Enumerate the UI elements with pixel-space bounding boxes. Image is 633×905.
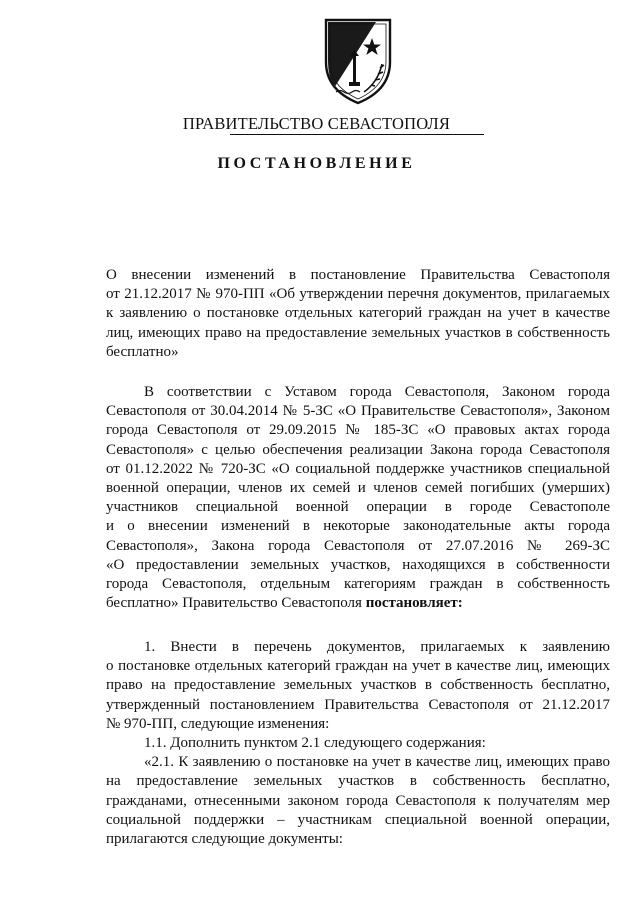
item-1-line: о постановке отдельных категорий граждан на учет в качестве лиц, имеющих — [106, 658, 610, 675]
preamble-line: Севастополя» с целью обеспечения реализации Закона города Севастополя — [106, 441, 610, 458]
preamble-line: и о внесении изменений в некоторые законодательные акты города — [106, 518, 610, 535]
preamble-line: города Севастополя, отдельным категориям граждан в собственность — [106, 576, 610, 593]
item-1-line: утвержденный постановлением Правительства Севастополя от 21.12.2017 — [106, 696, 610, 713]
item-2-1-line: социальной поддержки – участникам специальной военной операции, — [106, 811, 610, 828]
item-2-1-line: «2.1. К заявлению о постановке на учет в качестве лиц, имеющих право — [144, 754, 610, 771]
subject-line: к заявлению о постановке отдельных категорий граждан на учет в качестве — [106, 305, 610, 322]
preamble-last-text: бесплатно» Правительство Севастополя — [106, 595, 362, 612]
item-1-line: право на предоставление земельных участков в собственность бесплатно, — [106, 677, 610, 694]
item-1-line: № 970-ПП, следующие изменения: — [106, 715, 330, 732]
coat-of-arms-icon — [320, 16, 396, 106]
document-type-heading: ПОСТАНОВЛЕНИЕ — [217, 155, 416, 172]
subject-line: О внесении изменений в постановление Правительства Севастополя — [106, 267, 610, 283]
item-1-1-line: 1.1. Дополнить пунктом 2.1 следующего содержания: — [144, 735, 486, 752]
preamble-line: «О предоставлении земельных участков, находящихся в собственности — [106, 556, 610, 573]
preamble-line: военной операции, членов их семей и членов семей погибших (умерших) — [106, 480, 610, 497]
item-2-1-line: прилагаются следующие документы: — [106, 831, 343, 848]
preamble-line: города Севастополя от 29.09.2015 № 185-ЗС «О правовых актах города — [106, 422, 610, 439]
document-subject — [106, 266, 610, 362]
subject-line: от 21.12.2017 № 970-ПП «Об утверждении перечня документов, прилагаемых — [106, 286, 610, 303]
government-title: ПРАВИТЕЛЬСТВО СЕВАСТОПОЛЯ — [182, 114, 451, 133]
preamble-line: Севастополя от 30.04.2014 № 5-ЗС «О Правительстве Севастополя», Законом — [106, 403, 610, 420]
preamble-line: В соответствии с Уставом города Севастополя, Законом города — [144, 384, 610, 400]
item-1-line: 1. Внести в перечень документов, прилагаемых к заявлению — [144, 639, 610, 655]
preamble-last-line — [106, 594, 610, 613]
preamble-line: от 01.12.2022 № 720-ЗС «О социальной поддержке участников специальной — [106, 460, 610, 477]
preamble-line: Севастополя», Закона города Севастополя от 27.07.2016 № 269-ЗС — [106, 537, 610, 554]
preamble-line: участников специальной военной операции в городе Севастополе — [106, 499, 610, 516]
item-2-1-line: гражданами, отнесенными законом города Севастополя к получателям мер — [106, 792, 610, 809]
item-2-1-line: на предоставление земельных участков в собственность бесплатно, — [106, 773, 610, 790]
title-underline — [230, 134, 484, 135]
subject-line: лиц, имеющих право на предоставление земельных участков в собственность — [106, 324, 610, 341]
subject-line: бесплатно» — [106, 343, 179, 360]
preamble-paragraph — [106, 383, 610, 613]
resolution-items — [106, 638, 610, 849]
resolves-keyword: постановляет: — [365, 595, 463, 612]
